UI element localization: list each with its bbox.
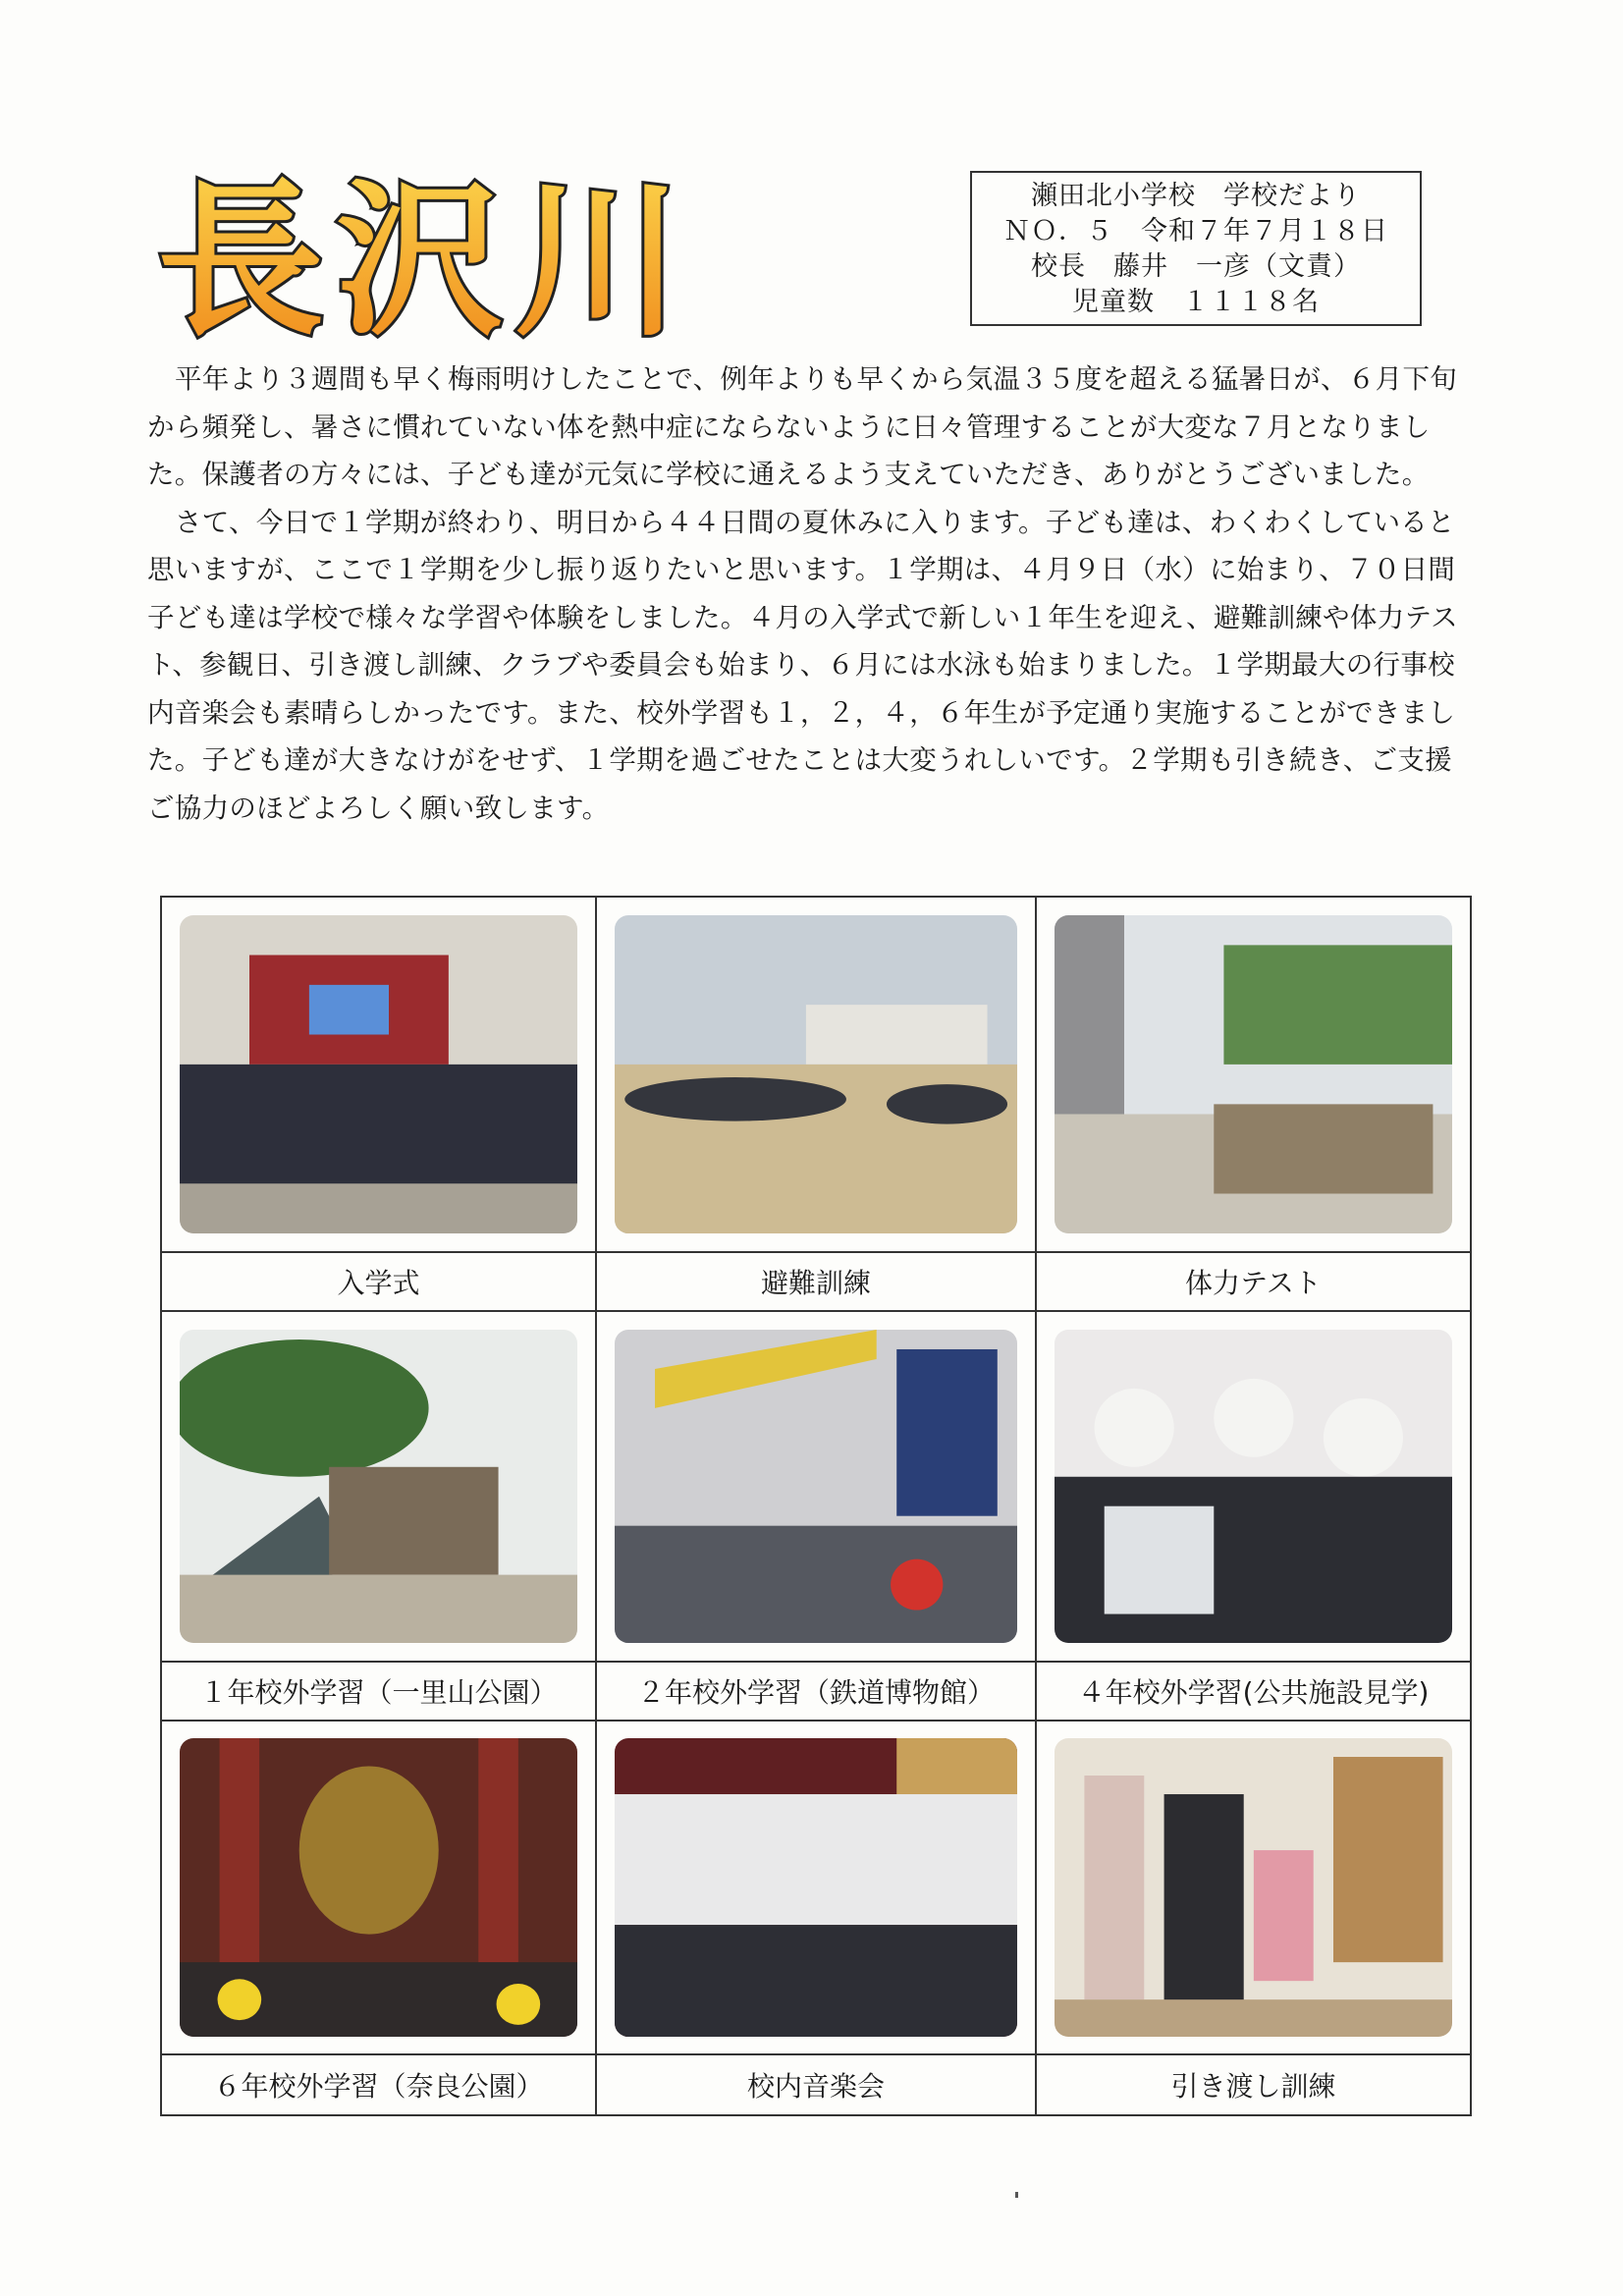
- photo-caption: １年校外学習（一里山公園）: [199, 1676, 558, 1709]
- photo-cell-grade2-trip: [597, 1312, 1037, 1663]
- caption-cell: [1037, 1663, 1470, 1722]
- photo-grade1-trip: [180, 1330, 578, 1644]
- photo-grade6-trip: [180, 1738, 578, 2037]
- title-text: 長沢川: [157, 165, 694, 354]
- photo-caption: ２年校外学習（鉄道博物館）: [636, 1676, 995, 1709]
- photo-caption: 避難訓練: [760, 1267, 871, 1299]
- photo-caption: 入学式: [337, 1267, 420, 1299]
- photo-caption: 校内音楽会: [746, 2070, 885, 2103]
- photo-cell-grade1-trip: [162, 1312, 597, 1663]
- photo-entrance-ceremony: [180, 915, 578, 1233]
- photo-grade4-trip: [1055, 1330, 1453, 1644]
- caption-cell: [1037, 1253, 1470, 1312]
- paragraph-1: 平年より３週間も早く梅雨明けしたことで、例年よりも早くから気温３５度を超える猛暑日が、６月下旬から頻発し、暑さに慣れていない体を熱中症にならないように日々管理することが大変な７月となりました。保護者の方々には、子ども達が元気に学校に通えるよう支えていただき、ありがとうございました。: [147, 363, 1458, 490]
- student-count: 児童数 １１１８名: [1072, 287, 1320, 317]
- photo-cell-entrance-ceremony: [162, 898, 597, 1253]
- school-name: 瀬田北小学校 学校だより: [1031, 181, 1361, 211]
- caption-cell: [597, 1253, 1037, 1312]
- issue-number-date: ＮＯ．５ 令和７年７月１８日: [1003, 216, 1388, 246]
- caption-cell: [1037, 2055, 1470, 2114]
- paragraph-2: さて、今日で１学期が終わり、明日から４４日間の夏休みに入ります。子ども達は、わくわくしていると思いますが、ここで１学期を少し振り返りたいと思います。１学期は、４月９日（水）に始まり、７０日間子ども達は学校で様々な学習や体験をしました。４月の入学式で新しい１年生を迎え、避難訓練や体力テスト、参観日、引き渡し訓練、クラブや委員会も始まり、６月には水泳も始まりました。１学期最大の行事校内音楽会も素晴らしかったです。また、校外学習も１，２，４，６年生が予定通り実施することができました。子ども達が大きなけがをせず、１学期を過ごせたことは大変うれしいです。２学期も引き続き、ご支援ご協力のほどよろしく願い致します。: [147, 506, 1458, 824]
- photo-evacuation-drill: [615, 915, 1017, 1233]
- masthead-title-logo: [147, 157, 835, 354]
- photo-cell-pickup-drill: [1037, 1722, 1470, 2055]
- title-logo-svg: [147, 157, 835, 354]
- caption-cell: [162, 1663, 597, 1722]
- caption-cell: [162, 1253, 597, 1312]
- issue-info-box: [970, 171, 1422, 326]
- caption-cell: [597, 1663, 1037, 1722]
- photo-cell-evacuation-drill: [597, 898, 1037, 1253]
- article-body: [147, 355, 1473, 832]
- caption-cell: [162, 2055, 597, 2114]
- photo-cell-grade4-trip: [1037, 1312, 1470, 1663]
- photo-cell-music-concert: [597, 1722, 1037, 2055]
- photo-grade2-trip: [615, 1330, 1017, 1644]
- photo-caption: ４年校外学習(公共施設見学): [1077, 1676, 1430, 1709]
- photo-music-concert: [615, 1738, 1017, 2037]
- photo-fitness-test: [1055, 915, 1453, 1233]
- photo-cell-grade6-trip: [162, 1722, 597, 2055]
- scan-mark: [1015, 2192, 1018, 2198]
- photo-grid: [160, 896, 1472, 2116]
- photo-pickup-drill: [1055, 1738, 1453, 2037]
- principal-name: 校長 藤井 一彦（文責）: [1031, 251, 1361, 282]
- photo-cell-fitness-test: [1037, 898, 1470, 1253]
- caption-cell: [597, 2055, 1037, 2114]
- photo-caption: 引き渡し訓練: [1170, 2070, 1336, 2103]
- photo-caption: 体力テスト: [1185, 1267, 1322, 1299]
- photo-caption: ６年校外学習（奈良公園）: [213, 2070, 544, 2103]
